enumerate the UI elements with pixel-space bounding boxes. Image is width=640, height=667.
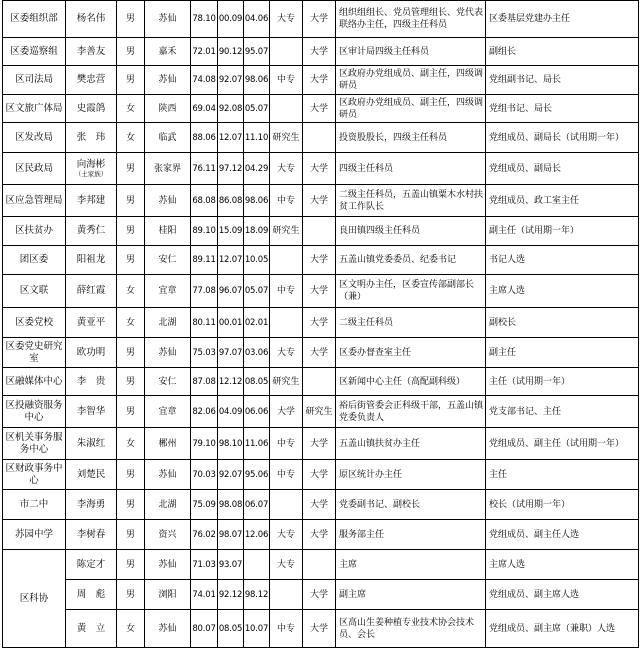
- origin-cell: 北湖: [145, 490, 191, 520]
- education-inservice-cell: [303, 123, 336, 153]
- proposed-position-cell: 区委基层党建办主任: [486, 1, 639, 38]
- education-fulltime-cell: 大专: [270, 1, 303, 38]
- gender-cell: 男: [117, 580, 145, 610]
- proposed-position-cell: 党组副书记、局长: [486, 66, 639, 95]
- education-inservice-cell: 大学: [303, 428, 336, 460]
- party-join-cell: 10.07: [244, 610, 270, 648]
- proposed-position-cell: 党组成员、副主席人选: [486, 580, 639, 610]
- party-join-cell: 12.06: [244, 520, 270, 550]
- birth-date-cell: 80.07: [191, 610, 218, 648]
- unit-cell: 区文旅广体局: [3, 95, 66, 123]
- birth-date-cell: 74.08: [191, 66, 218, 95]
- current-position-cell: 区新闻中心主任（高配副科级）: [336, 368, 486, 396]
- origin-cell: 宜章: [145, 396, 191, 428]
- table-row: [3, 246, 639, 275]
- proposed-position-cell: 校长（试用期一年）: [486, 490, 639, 520]
- party-join-cell: 98.06: [244, 66, 270, 95]
- education-fulltime-cell: 中专: [270, 428, 303, 460]
- party-join-cell: 18.09: [244, 217, 270, 246]
- gender-cell: 男: [117, 153, 145, 185]
- current-position-cell: 五盖山镇扶贫办主任: [336, 428, 486, 460]
- education-inservice-cell: 大学: [303, 66, 336, 95]
- proposed-position-cell: 党组成员、副主任（试用期一年）: [486, 428, 639, 460]
- proposed-position-cell: 主席人选: [486, 550, 639, 580]
- party-join-cell: 98.06: [244, 185, 270, 217]
- work-start-cell: 12.07: [218, 123, 244, 153]
- gender-cell: 男: [117, 490, 145, 520]
- work-start-cell: 97.12: [218, 153, 244, 185]
- birth-date-cell: 72.01: [191, 38, 218, 66]
- birth-date-cell: 75.03: [191, 338, 218, 368]
- unit-cell: 区投融资服务中心: [3, 396, 66, 428]
- name-cell: 黄亚平: [66, 308, 117, 338]
- education-inservice-cell: 大学: [303, 153, 336, 185]
- proposed-position-cell: 书记人选: [486, 246, 639, 275]
- table-row: [3, 428, 639, 460]
- current-position-cell: 区高山生姜种植专业技术协会技术员、会长: [336, 610, 486, 648]
- table-row: [3, 580, 639, 610]
- current-position-cell: 区审计局四级主任科员: [336, 38, 486, 66]
- name-cell: 杨名伟: [66, 1, 117, 38]
- education-inservice-cell: [303, 368, 336, 396]
- work-start-cell: 12.12: [218, 368, 244, 396]
- proposed-position-cell: 主任: [486, 460, 639, 490]
- name-cell: 欧功明: [66, 338, 117, 368]
- name-cell: 阳祖龙: [66, 246, 117, 275]
- birth-date-cell: 74.01: [191, 580, 218, 610]
- table-row: [3, 520, 639, 550]
- unit-cell: 区民政局: [3, 153, 66, 185]
- party-join-cell: 06.07: [244, 490, 270, 520]
- education-fulltime-cell: [270, 490, 303, 520]
- gender-cell: 女: [117, 308, 145, 338]
- birth-date-cell: 68.08: [191, 185, 218, 217]
- gender-cell: 男: [117, 1, 145, 38]
- education-fulltime-cell: 研究生: [270, 368, 303, 396]
- origin-cell: 资兴: [145, 520, 191, 550]
- current-position-cell: 副主席: [336, 580, 486, 610]
- party-join-cell: 05.07: [244, 275, 270, 308]
- person-name: 向海彬: [76, 159, 106, 170]
- current-position-cell: 区政府办党组成员、副主任，四级调研员: [336, 95, 486, 123]
- origin-cell: 北湖: [145, 308, 191, 338]
- education-fulltime-cell: [270, 580, 303, 610]
- current-position-cell: 主席: [336, 550, 486, 580]
- proposed-position-cell: 副组长: [486, 38, 639, 66]
- current-position-cell: 区委办督查室主任: [336, 338, 486, 368]
- work-start-cell: 86.08: [218, 185, 244, 217]
- origin-cell: 桂阳: [145, 217, 191, 246]
- education-fulltime-cell: 大专: [270, 338, 303, 368]
- origin-cell: 苏仙: [145, 66, 191, 95]
- ethnicity-note: （土家族）: [74, 170, 108, 178]
- party-join-cell: 08.05: [244, 368, 270, 396]
- name-cell: 黄秀仁: [66, 217, 117, 246]
- education-fulltime-cell: [270, 38, 303, 66]
- table-row: [3, 610, 639, 648]
- table-row: [3, 396, 639, 428]
- name-cell: 李智华: [66, 396, 117, 428]
- gender-cell: 男: [117, 246, 145, 275]
- education-inservice-cell: 大学: [303, 490, 336, 520]
- education-fulltime-cell: 大专: [270, 153, 303, 185]
- unit-cell: 区财政事务中心: [3, 460, 66, 490]
- current-position-cell: 区政府办党组成员、副主任，四级调研员: [336, 66, 486, 95]
- origin-cell: 临武: [145, 123, 191, 153]
- birth-date-cell: 82.06: [191, 396, 218, 428]
- gender-cell: 女: [117, 428, 145, 460]
- current-position-cell: 原区统计办主任: [336, 460, 486, 490]
- birth-date-cell: 75.09: [191, 490, 218, 520]
- work-start-cell: 98.07: [218, 520, 244, 550]
- education-fulltime-cell: 中专: [270, 275, 303, 308]
- birth-date-cell: 89.10: [191, 217, 218, 246]
- education-fulltime-cell: 中专: [270, 185, 303, 217]
- unit-cell: 区应急管理局: [3, 185, 66, 217]
- origin-cell: 苏仙: [145, 460, 191, 490]
- work-start-cell: 96.07: [218, 275, 244, 308]
- gender-cell: 男: [117, 368, 145, 396]
- proposed-position-cell: 副主任: [486, 338, 639, 368]
- unit-cell: 市二中: [3, 490, 66, 520]
- table-row: [3, 275, 639, 308]
- education-inservice-cell: 大学: [303, 338, 336, 368]
- unit-cell: 团区委: [3, 246, 66, 275]
- origin-cell: 张家界: [145, 153, 191, 185]
- work-start-cell: 92.12: [218, 580, 244, 610]
- current-position-cell: 五盖山镇党委委员、纪委书记: [336, 246, 486, 275]
- unit-cell: 区委党史研究室: [3, 338, 66, 368]
- proposed-position-cell: 党组成员、副局长（试用期一年）: [486, 123, 639, 153]
- gender-cell: 女: [117, 123, 145, 153]
- birth-date-cell: 71.03: [191, 550, 218, 580]
- origin-cell: 苏仙: [145, 1, 191, 38]
- unit-cell: 区扶贫办: [3, 217, 66, 246]
- proposed-position-cell: 主席人选: [486, 275, 639, 308]
- party-join-cell: 11.10: [244, 123, 270, 153]
- table-row: [3, 308, 639, 338]
- current-position-cell: 二级主任科员: [336, 308, 486, 338]
- origin-cell: 宜章: [145, 275, 191, 308]
- work-start-cell: 92.08: [218, 95, 244, 123]
- name-cell: 史霞鸽: [66, 95, 117, 123]
- name-cell: 薛红霞: [66, 275, 117, 308]
- education-fulltime-cell: [270, 95, 303, 123]
- birth-date-cell: 79.10: [191, 428, 218, 460]
- education-fulltime-cell: 研究生: [270, 123, 303, 153]
- current-position-cell: 四级主任科员: [336, 153, 486, 185]
- education-inservice-cell: 大学: [303, 580, 336, 610]
- education-inservice-cell: [303, 217, 336, 246]
- origin-cell: 苏仙: [145, 610, 191, 648]
- unit-cell: 区机关事务服务中心: [3, 428, 66, 460]
- birth-date-cell: 70.03: [191, 460, 218, 490]
- party-join-cell: 95.07: [244, 38, 270, 66]
- birth-date-cell: 76.02: [191, 520, 218, 550]
- name-cell: 黄 立: [66, 610, 117, 648]
- education-inservice-cell: [303, 550, 336, 580]
- unit-cell: 区文联: [3, 275, 66, 308]
- current-position-cell: 党委副书记、副校长: [336, 490, 486, 520]
- unit-cell: 区司法局: [3, 66, 66, 95]
- unit-cell: 苏园中学: [3, 520, 66, 550]
- table-row: [3, 338, 639, 368]
- name-cell: 李善友: [66, 38, 117, 66]
- party-join-cell: 10.05: [244, 246, 270, 275]
- party-join-cell: 98.12: [244, 580, 270, 610]
- proposed-position-cell: 党组书记、局长: [486, 95, 639, 123]
- work-start-cell: 90.12: [218, 38, 244, 66]
- education-inservice-cell: 大学: [303, 95, 336, 123]
- proposed-position-cell: 副校长: [486, 308, 639, 338]
- work-start-cell: 97.07: [218, 338, 244, 368]
- current-position-cell: 区文明办主任，区委宣传部副部长（兼）: [336, 275, 486, 308]
- unit-cell: 区科协: [3, 550, 66, 648]
- party-join-cell: 11.06: [244, 428, 270, 460]
- birth-date-cell: 77.08: [191, 275, 218, 308]
- table-row: [3, 153, 639, 185]
- gender-cell: 女: [117, 610, 145, 648]
- current-position-cell: 良田镇四级主任科员: [336, 217, 486, 246]
- education-inservice-cell: 大学: [303, 185, 336, 217]
- work-start-cell: 08.05: [218, 610, 244, 648]
- gender-cell: 男: [117, 217, 145, 246]
- education-inservice-cell: 大学: [303, 246, 336, 275]
- birth-date-cell: 87.08: [191, 368, 218, 396]
- gender-cell: 男: [117, 550, 145, 580]
- proposed-position-cell: 党组成员、副主任人选: [486, 520, 639, 550]
- origin-cell: 苏仙: [145, 185, 191, 217]
- table-row: [3, 490, 639, 520]
- work-start-cell: 93.07: [218, 550, 244, 580]
- origin-cell: 嘉禾: [145, 38, 191, 66]
- proposed-position-cell: 党支部书记、主任: [486, 396, 639, 428]
- name-cell: 李树春: [66, 520, 117, 550]
- table-row: [3, 1, 639, 38]
- unit-cell: 区委巡察组: [3, 38, 66, 66]
- origin-cell: 安仁: [145, 246, 191, 275]
- work-start-cell: 04.09: [218, 396, 244, 428]
- gender-cell: 男: [117, 38, 145, 66]
- work-start-cell: 00.01: [218, 308, 244, 338]
- gender-cell: 男: [117, 185, 145, 217]
- party-join-cell: 95.06: [244, 460, 270, 490]
- name-cell: 张 玮: [66, 123, 117, 153]
- table-row: [3, 217, 639, 246]
- unit-cell: 区融媒体中心: [3, 368, 66, 396]
- gender-cell: 女: [117, 275, 145, 308]
- gender-cell: 男: [117, 396, 145, 428]
- party-join-cell: 03.06: [244, 338, 270, 368]
- education-fulltime-cell: [270, 246, 303, 275]
- current-position-cell: 服务部主任: [336, 520, 486, 550]
- current-position-cell: 组织组组长、党员管理组长、党代表联络办主任，四级主任科员: [336, 1, 486, 38]
- gender-cell: 男: [117, 66, 145, 95]
- name-cell: 朱淑红: [66, 428, 117, 460]
- name-cell: 周 彪: [66, 580, 117, 610]
- origin-cell: 苏仙: [145, 338, 191, 368]
- education-inservice-cell: 研究生: [303, 396, 336, 428]
- name-cell: [66, 153, 117, 185]
- proposed-position-cell: 副主任（试用期一年）: [486, 217, 639, 246]
- proposed-position-cell: 党组成员、副局长: [486, 153, 639, 185]
- work-start-cell: 98.08: [218, 490, 244, 520]
- education-fulltime-cell: [270, 308, 303, 338]
- proposed-position-cell: 主任（试用期一年）: [486, 368, 639, 396]
- origin-cell: 陕西: [145, 95, 191, 123]
- table-row: [3, 368, 639, 396]
- education-fulltime-cell: 大学: [270, 396, 303, 428]
- table-row: [3, 123, 639, 153]
- table-row: [3, 185, 639, 217]
- current-position-cell: 投资股股长，四级主任科员: [336, 123, 486, 153]
- origin-cell: 浏阳: [145, 580, 191, 610]
- origin-cell: 苏仙: [145, 550, 191, 580]
- name-cell: 李邦建: [66, 185, 117, 217]
- work-start-cell: 98.10: [218, 428, 244, 460]
- birth-date-cell: 78.10: [191, 1, 218, 38]
- origin-cell: 郴州: [145, 428, 191, 460]
- party-join-cell: 02.01: [244, 308, 270, 338]
- current-position-cell: 二级主任科员，五盖山镇粟木水村扶贫工作队长: [336, 185, 486, 217]
- education-inservice-cell: 大学: [303, 275, 336, 308]
- gender-cell: 男: [117, 460, 145, 490]
- unit-cell: 区发改局: [3, 123, 66, 153]
- gender-cell: 男: [117, 338, 145, 368]
- table-row: [3, 38, 639, 66]
- name-cell: 李 贵: [66, 368, 117, 396]
- education-inservice-cell: 大学: [303, 610, 336, 648]
- education-inservice-cell: 大学: [303, 460, 336, 490]
- education-fulltime-cell: 中专: [270, 66, 303, 95]
- current-position-cell: 裕后街管委会正科级干部，五盖山镇党委负责人: [336, 396, 486, 428]
- party-join-cell: 04.29: [244, 153, 270, 185]
- party-join-cell: 04.06: [244, 1, 270, 38]
- birth-date-cell: 69.04: [191, 95, 218, 123]
- work-start-cell: 15.09: [218, 217, 244, 246]
- work-start-cell: 92.07: [218, 66, 244, 95]
- table-row: [3, 95, 639, 123]
- proposed-position-cell: 党组成员、政工室主任: [486, 185, 639, 217]
- education-inservice-cell: 大学: [303, 308, 336, 338]
- name-cell: 刘楚民: [66, 460, 117, 490]
- gender-cell: 女: [117, 95, 145, 123]
- name-cell: 李海勇: [66, 490, 117, 520]
- education-fulltime-cell: 中专: [270, 460, 303, 490]
- gender-cell: 男: [117, 520, 145, 550]
- table-row: [3, 550, 639, 580]
- roster-table: [2, 0, 639, 648]
- table-row: [3, 66, 639, 95]
- proposed-position-cell: 党组成员、副主席（兼职）人选: [486, 610, 639, 648]
- origin-cell: 安仁: [145, 368, 191, 396]
- party-join-cell: 05.07: [244, 95, 270, 123]
- work-start-cell: 92.07: [218, 460, 244, 490]
- unit-cell: 区委组织部: [3, 1, 66, 38]
- education-fulltime-cell: 大专: [270, 550, 303, 580]
- birth-date-cell: 80.11: [191, 308, 218, 338]
- education-fulltime-cell: 研究生: [270, 217, 303, 246]
- birth-date-cell: 89.11: [191, 246, 218, 275]
- table-row: [3, 460, 639, 490]
- unit-cell: 区委党校: [3, 308, 66, 338]
- education-inservice-cell: 大学: [303, 38, 336, 66]
- education-fulltime-cell: 中专: [270, 610, 303, 648]
- education-inservice-cell: 大学: [303, 1, 336, 38]
- education-inservice-cell: 大学: [303, 520, 336, 550]
- birth-date-cell: 76.11: [191, 153, 218, 185]
- work-start-cell: 12.07: [218, 246, 244, 275]
- education-fulltime-cell: 大专: [270, 520, 303, 550]
- party-join-cell: 06.06: [244, 396, 270, 428]
- name-cell: 樊忠营: [66, 66, 117, 95]
- birth-date-cell: 88.06: [191, 123, 218, 153]
- party-join-cell: [244, 550, 270, 580]
- name-cell: 陈定才: [66, 550, 117, 580]
- work-start-cell: 00.09: [218, 1, 244, 38]
